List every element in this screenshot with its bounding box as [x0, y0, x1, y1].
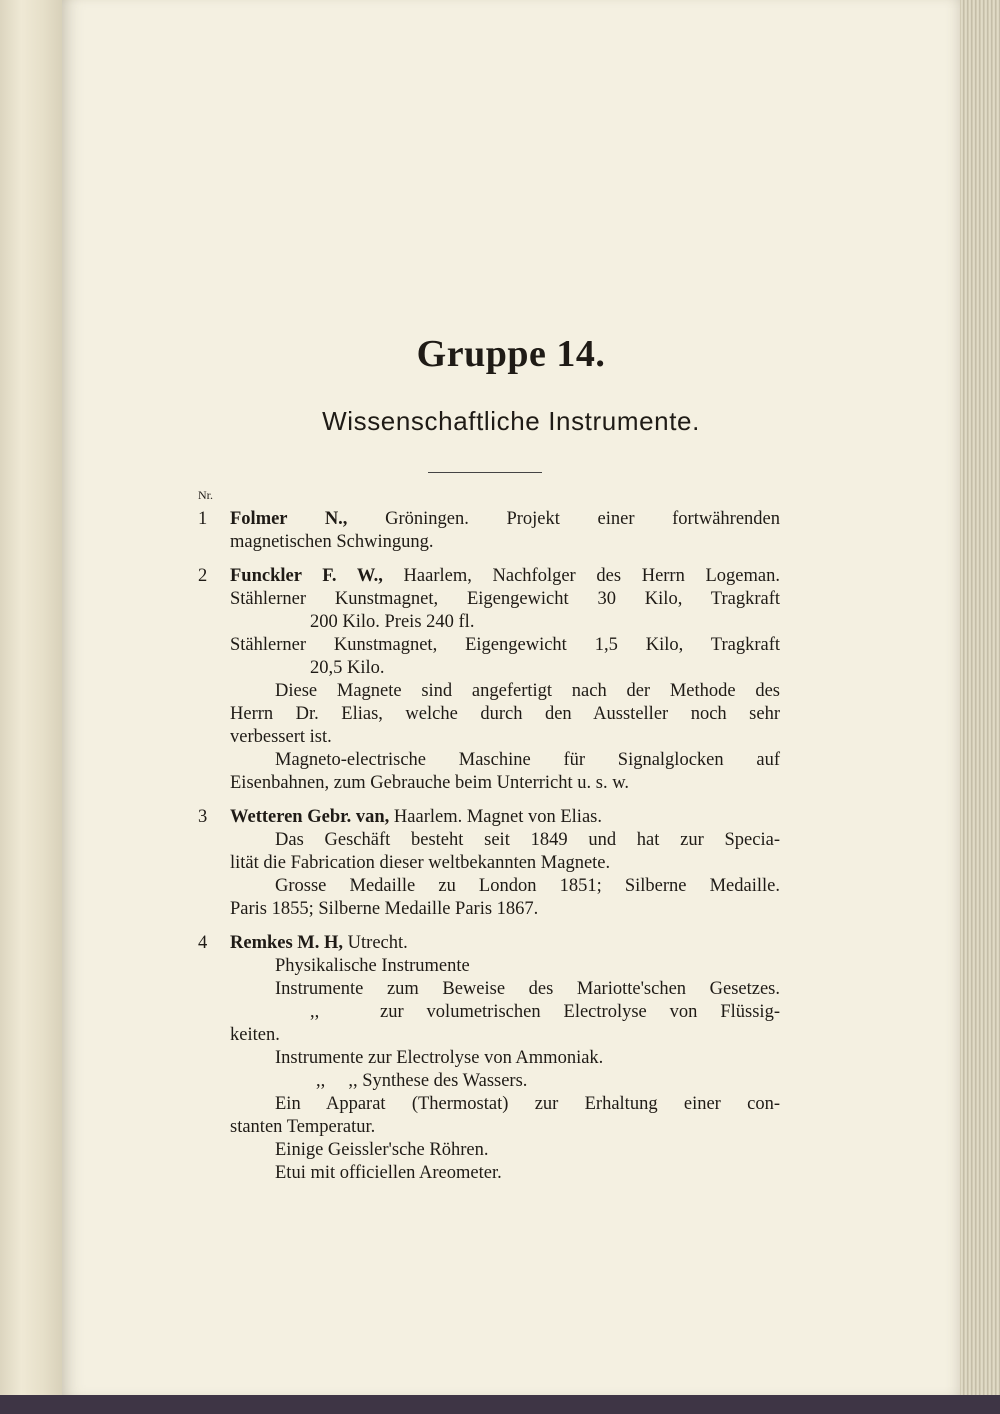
page-edges [960, 0, 1000, 1414]
number-column-label: Nr. [198, 488, 213, 502]
group-subtitle: Wissenschaftliche Instrumente. [322, 406, 700, 436]
entry-number: 3 [198, 807, 208, 827]
entry-number: 1 [198, 509, 208, 529]
exhibitor-name: Funckler F. W., [230, 566, 383, 586]
entry: 3 Wetteren Gebr. van, Haarlem. Magnet von Elias. Das Geschäft besteht seit 1849 und hat zur Specia- lität die Fabrication dieser weltbekannten Magnete. Grosse Medaille zu London 1851; Silberne Medaille. Paris 1855; Silberne Medaille Paris 1867. [198, 807, 780, 919]
entries-list [198, 508, 780, 1196]
title-divider [428, 472, 542, 473]
entry-number: 4 [198, 933, 208, 953]
exhibitor-name: Remkes M. H, [230, 933, 344, 953]
entry: 2 Funckler F. W., Haarlem, Nachfolger des Herrn Logeman. Stählerner Kunstmagnet, Eigengewicht 30 Kilo, Tragkraft 200 Kilo. Preis 240 fl. Stählerner Kunstmagnet, Eigengewicht 1,5 Kilo, Tragkraft 20,5 Kilo. Diese Magnete sind angefertigt nach der Methode des Herrn Dr. Elias, welche durch den Aussteller noch sehr verbessert ist. Magneto-electrische Maschine für Signalglocken auf Eisenbahnen, zum Gebrauche beim Unterricht u. s. w. [198, 566, 780, 793]
entry-number: 2 [198, 566, 208, 586]
book-cover-bottom [0, 1395, 1000, 1414]
exhibitor-name: Wetteren Gebr. van, [230, 807, 390, 827]
book-spine [0, 0, 64, 1414]
entry: 4 Remkes M. H, Utrecht. Physikalische Instrumente Instrumente zum Beweise des Mariotte'schen Gesetzes. ,, zur volumetrischen Electrolyse von Flüssig- keiten. Instrumente zur Electrolyse von Ammoniak. ,, ,, Synthese des Wassers. Ein Apparat (Thermostat) zur Erhaltung einer con- stanten Temperatur. Einige Geissler'sche Röhren. Etui mit officiellen Areometer. [198, 933, 780, 1183]
exhibitor-name: Folmer N., [230, 509, 348, 529]
entry: 1 Folmer N., Gröningen. Projekt einer fortwährenden magnetischen Schwingung. [198, 509, 780, 552]
group-title: Gruppe 14. [416, 333, 606, 375]
